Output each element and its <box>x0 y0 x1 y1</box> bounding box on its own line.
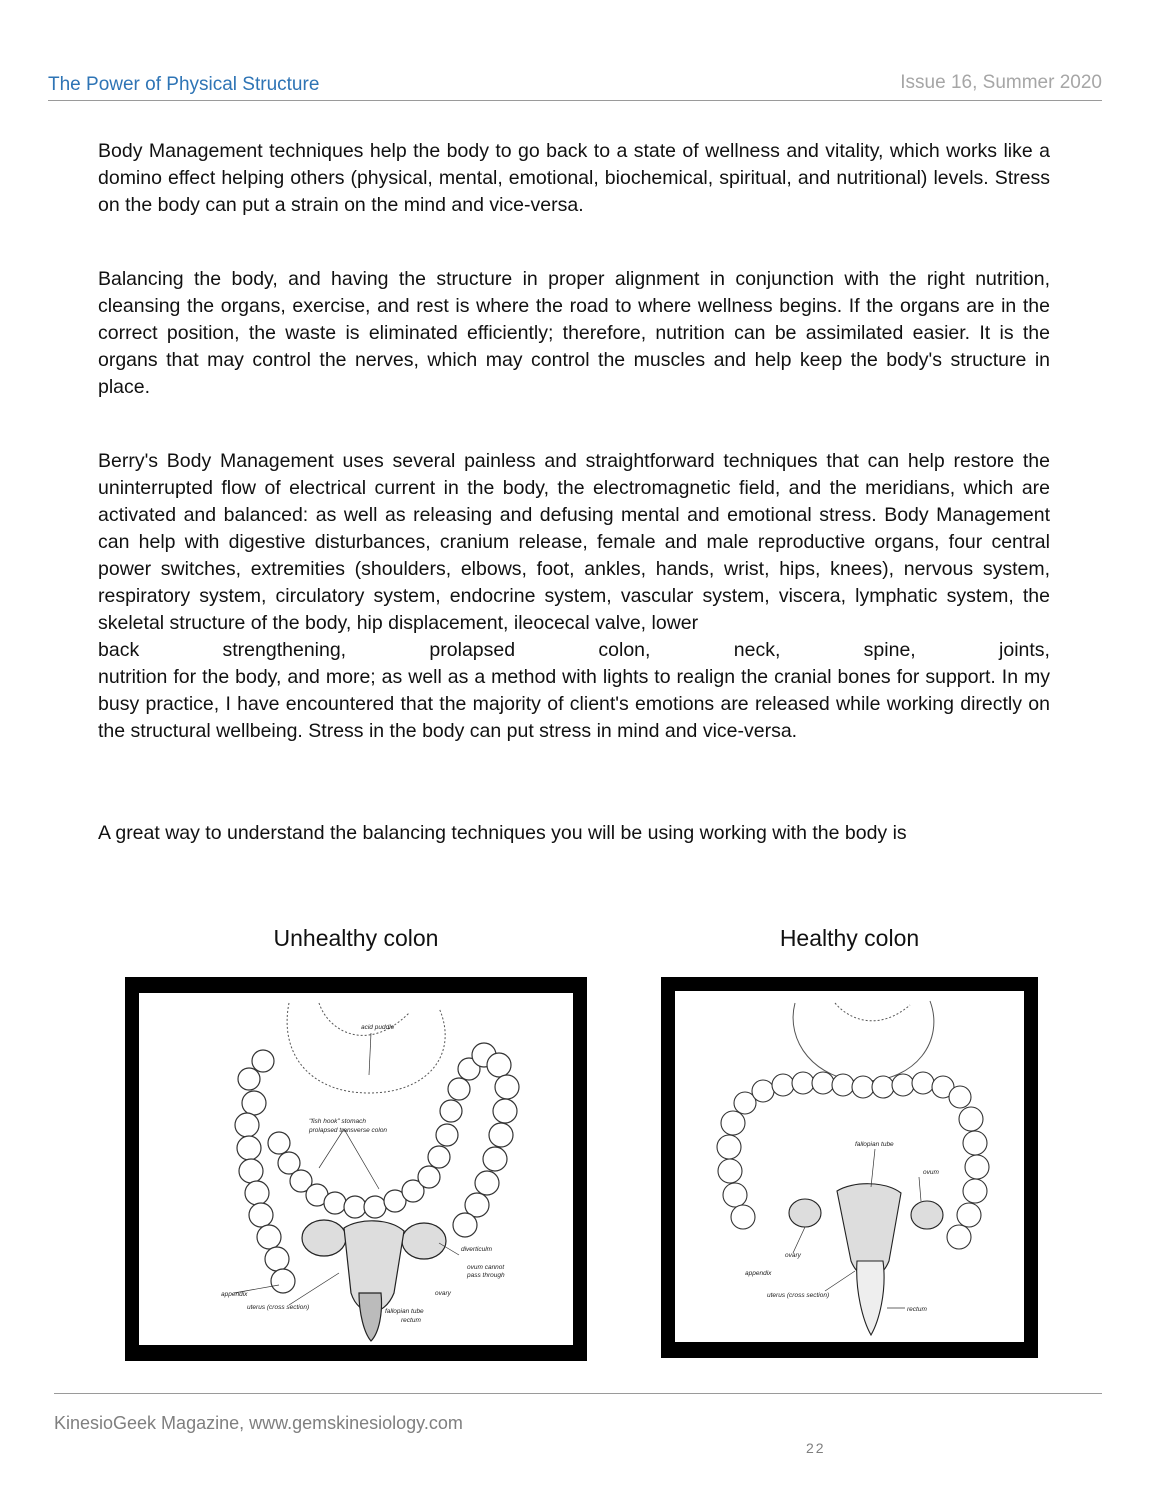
paragraph-3-part-1: Berry's Body Management uses several painless and straightforward techniques that can help restore the uninterrupted flow of electrical current in the body, the electromagnetic field, and the meridians, which are activated and balanced: as well as releasing and defusing mental and emotional stress. Body Management can help with digestive disturbances, cranium release, female and male reproductive organs, four central power switches, extremities (shoulders, elbows, foot, ankles, hands, wrist, hips, knees), nervous system, respiratory system, circulatory system, endocrine system, vascular system, viscera, lymphatic system, the skeletal structure of the body, hip displacement, ileocecal valve, lower <box>98 450 1050 634</box>
label-fish-hook-stomach: "fish hook" stomach <box>309 1118 367 1125</box>
spread-word: back <box>98 639 140 661</box>
paragraph-3-spread-line <box>98 637 1050 664</box>
paragraph-2: Balancing the body, and having the structure in proper alignment in conjunction with the right nutrition, cleansing the organs, exercise, and rest is where the road to where wellness begins. If the organs are in the correct position, the waste is eliminated efficiently; therefore, nutrition can be assimilated easier. It is the organs that may control the nerves, which may control the muscles and help keep the body's structure in place. <box>98 268 1050 398</box>
label-uterus: uterus (cross section) <box>247 1304 310 1311</box>
paragraph-4: A great way to understand the balancing techniques you will be using working with the body is <box>98 822 907 844</box>
label-ovary: ovary <box>785 1252 801 1259</box>
spread-word: spine, <box>863 639 916 661</box>
page-number: 22 <box>806 1440 826 1456</box>
label-appendix: appendix <box>745 1270 772 1277</box>
label-appendix: appendix <box>221 1291 248 1298</box>
healthy-colon-caption: Healthy colon <box>779 925 920 951</box>
paragraph-1: Body Management techniques help the body to go back to a state of wellness and vitality, which works like a domino effect helping others (physical, mental, emotional, biochemical, spiritual, and nutritional) levels. Stress on the body can put a strain on the mind and vice-versa. <box>98 140 1050 216</box>
footer-credit: KinesioGeek Magazine, www.gemskinesiology.com <box>54 1413 463 1433</box>
label-prolapsed-colon: prolapsed transverse colon <box>309 1127 388 1134</box>
header-divider <box>48 100 1102 101</box>
spread-word: joints, <box>999 639 1050 661</box>
label-rectum: rectum <box>907 1306 927 1313</box>
label-ovum: ovum <box>923 1169 939 1176</box>
spread-word: neck, <box>733 639 781 661</box>
paragraph-3 <box>98 448 1050 745</box>
unhealthy-colon-caption: Unhealthy colon <box>273 925 439 951</box>
label-pass-through: pass through <box>467 1272 505 1279</box>
label-uterus: uterus (cross section) <box>767 1292 830 1299</box>
paragraph-3-part-2: nutrition for the body, and more; as well as a method with lights to realign the cranial bones for support. In my busy practice, I have encountered that the majority of client's emotions are released while working directly on the structural wellbeing. Stress in the body can put stress in mind and vice-versa. <box>98 666 1050 742</box>
label-rectum: rectum <box>401 1317 421 1324</box>
label-diverticulm: diverticulm <box>461 1246 493 1253</box>
healthy-colon-figure <box>661 977 1038 1358</box>
unhealthy-colon-illustration <box>139 993 573 1345</box>
label-ovum-cannot: ovum cannot <box>467 1264 505 1271</box>
label-fallopian-tube: fallopian tube <box>385 1308 424 1315</box>
footer-divider <box>54 1393 1102 1394</box>
header-title: The Power of Physical Structure <box>48 74 320 95</box>
unhealthy-colon-figure <box>125 977 587 1361</box>
label-fallopian-tube: fallopian tube <box>855 1141 894 1148</box>
spread-word: colon, <box>598 639 651 661</box>
issue-label: Issue 16, Summer 2020 <box>900 72 1102 93</box>
spread-word: strengthening, <box>222 639 347 661</box>
label-acid-puddle: acid puddle <box>361 1024 395 1031</box>
spread-word: prolapsed <box>429 639 516 661</box>
healthy-colon-illustration <box>675 991 1024 1342</box>
label-ovary: ovary <box>435 1290 451 1297</box>
